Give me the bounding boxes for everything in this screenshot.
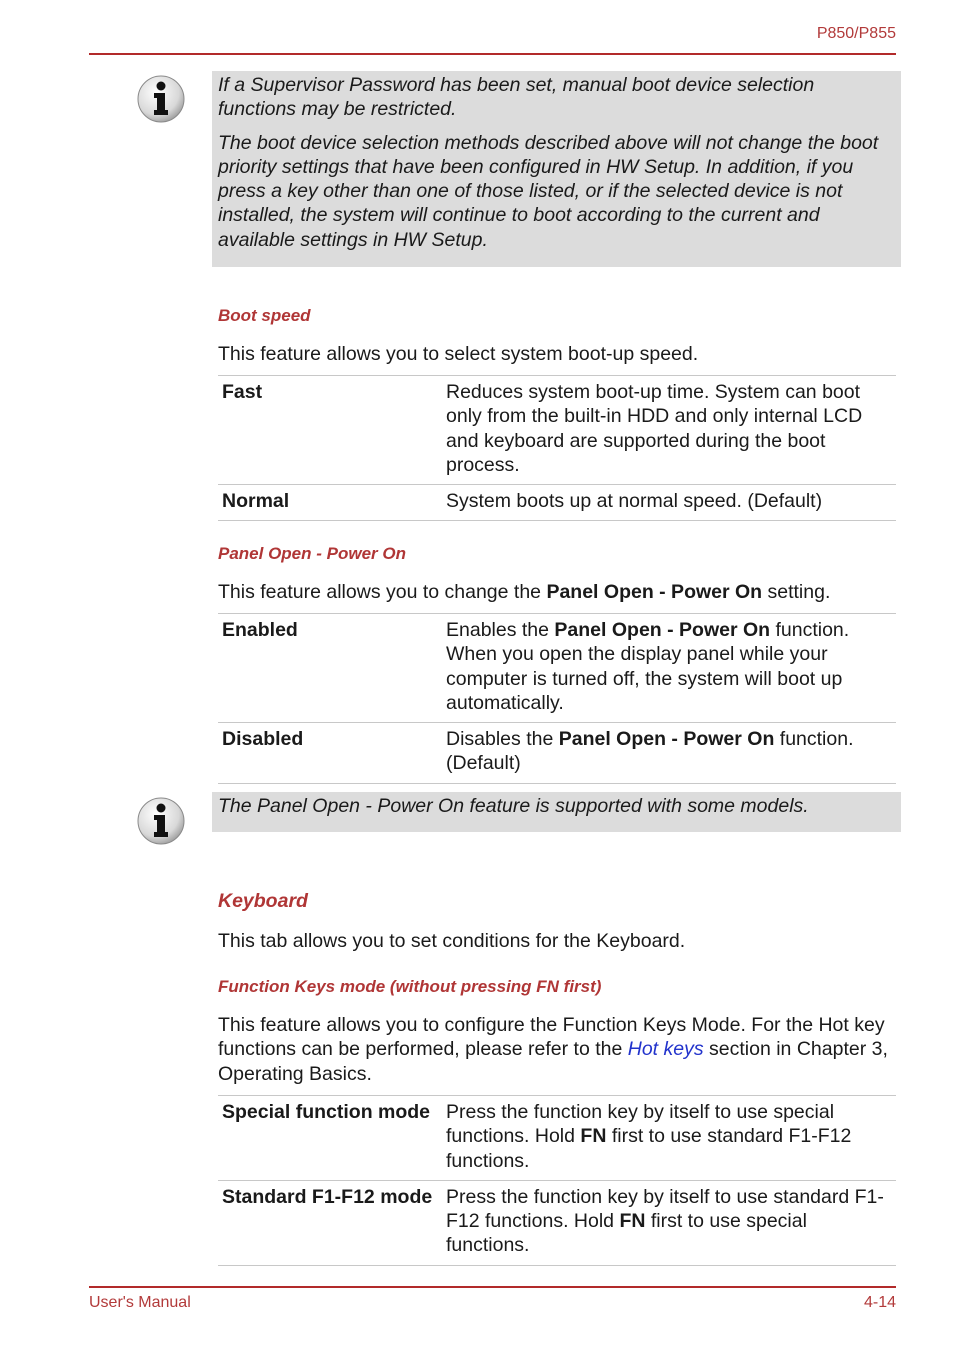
bold-span: Panel Open - Power On xyxy=(546,581,763,603)
text-span: This feature allows you to change the xyxy=(218,581,547,603)
keyboard-intro: This tab allows you to set conditions for the Keyboard. xyxy=(218,930,686,952)
term-cell: Fast xyxy=(218,376,442,485)
term-cell: Standard F1-F12 mode xyxy=(218,1180,442,1265)
footer-page-number: 4-14 xyxy=(863,1294,896,1311)
bold-span: Panel Open - Power On xyxy=(558,728,775,751)
table-row xyxy=(218,376,896,485)
text-span: Press the function key by itself to use special functions. Hold xyxy=(446,1101,835,1148)
desc-cell: System boots up at normal speed. (Default) xyxy=(442,485,896,521)
text-span: setting. xyxy=(762,581,831,603)
table-row xyxy=(218,614,896,723)
desc-cell: Reduces system boot-up time. System can boot only from the built-in HDD and only internal LCD and keyboard are supported during the boot process. xyxy=(442,376,896,485)
text-span: This feature allows you to configure the Function Keys Mode. For the Hot key functions can be performed, please refer to the xyxy=(218,1014,885,1061)
section-heading-panel-open: Panel Open - Power On xyxy=(218,544,406,563)
term-cell: Normal xyxy=(218,485,442,521)
function-keys-table xyxy=(218,1095,896,1266)
term-cell: Enabled xyxy=(218,614,442,723)
footer-rule xyxy=(89,1286,896,1288)
text-span: first to use special functions. xyxy=(446,1210,807,1257)
page-header-model: P850/P855 xyxy=(816,25,896,42)
note-text: The Panel Open - Power On feature is supported with some models. xyxy=(218,795,809,817)
section-heading-keyboard: Keyboard xyxy=(218,890,308,912)
desc-cell xyxy=(442,1096,896,1181)
bold-span: FN xyxy=(619,1210,646,1233)
table-row xyxy=(218,723,896,784)
section-heading-boot-speed: Boot speed xyxy=(218,306,311,325)
note-text: If a Supervisor Password has been set, manual boot device selection functions may be restricted. xyxy=(218,74,815,121)
text-span: function. When you open the display panel while your computer is turned off, the system will boot up automatically. xyxy=(446,619,850,714)
text-span: Press the function key by itself to use standard F1-F12 functions. Hold xyxy=(446,1185,884,1233)
info-icon xyxy=(136,796,186,846)
text-span: section in Chapter 3, Operating Basics. xyxy=(218,1038,888,1085)
desc-cell xyxy=(442,1180,896,1265)
desc-cell xyxy=(442,723,896,784)
function-keys-intro xyxy=(218,1013,893,1086)
panel-open-intro xyxy=(218,580,893,604)
table-row xyxy=(218,485,896,521)
panel-open-table xyxy=(218,613,896,784)
bold-span: FN xyxy=(580,1125,607,1148)
boot-speed-table xyxy=(218,375,896,521)
bold-span: Panel Open - Power On xyxy=(554,619,771,641)
text-span: function. (Default) xyxy=(446,728,854,775)
desc-cell xyxy=(442,614,896,723)
boot-speed-intro: This feature allows you to select system boot-up speed. xyxy=(218,343,699,365)
text-span: Enables the xyxy=(446,619,555,641)
footer-manual-title: User's Manual xyxy=(89,1294,191,1311)
note-box-supervisor xyxy=(212,71,901,267)
info-icon xyxy=(136,74,186,124)
table-row xyxy=(218,1096,896,1181)
note-box-panel-open xyxy=(212,792,901,832)
term-cell: Special function mode xyxy=(218,1096,442,1181)
note-text: The boot device selection methods described above will not change the boot priority settings that have been configured in HW Setup. In addition, if you press a key other than one of those listed, or if the selected device is not installed, the system will continue to boot according to the current and available settings in HW Setup. xyxy=(218,131,879,251)
section-heading-function-keys: Function Keys mode (without pressing FN first) xyxy=(218,977,602,996)
table-row xyxy=(218,1180,896,1265)
text-span: Disables the xyxy=(446,728,559,751)
hot-keys-link[interactable]: Hot keys xyxy=(627,1038,704,1061)
header-rule xyxy=(89,53,896,55)
term-cell: Disabled xyxy=(218,723,442,784)
text-span: first to use standard F1-F12 functions. xyxy=(446,1125,852,1172)
